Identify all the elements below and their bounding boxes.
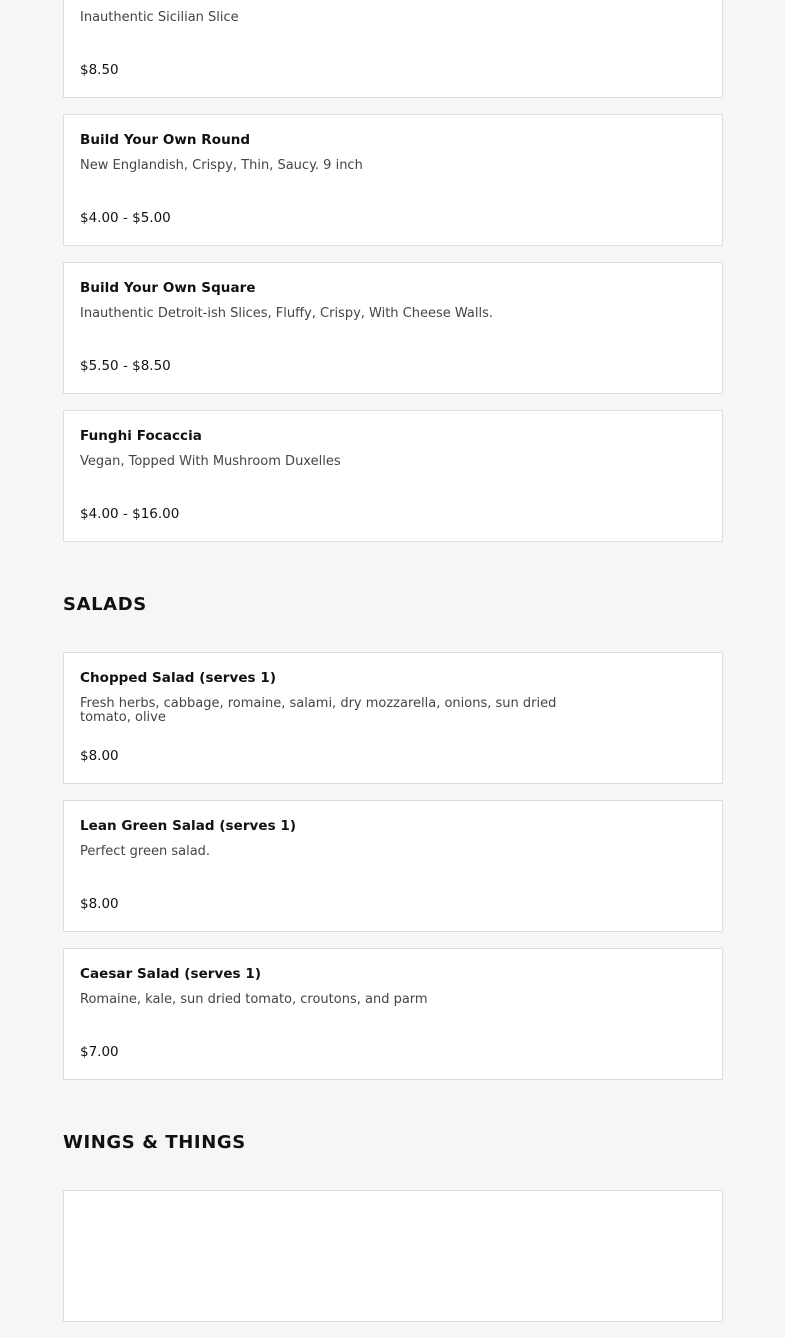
menu-item-description: Vegan, Topped With Mushroom Duxelles <box>80 454 341 469</box>
menu-item-card[interactable] <box>63 262 723 394</box>
menu-page <box>63 0 723 1338</box>
menu-item-card[interactable] <box>63 114 723 246</box>
menu-item-description: Romaine, kale, sun dried tomato, croutons, and parm <box>80 992 428 1007</box>
menu-item-price: $4.00 - $5.00 <box>80 210 171 226</box>
menu-item-price: $5.50 - $8.50 <box>80 358 171 374</box>
menu-item-description: Inauthentic Detroit-ish Slices, Fluffy, Crispy, With Cheese Walls. <box>80 306 494 321</box>
menu-item-name: Caesar Salad (serves 1) <box>80 966 262 982</box>
menu-item-price: $7.00 <box>80 1044 119 1060</box>
menu-item-description: Perfect green salad. <box>80 844 211 859</box>
menu-item-card[interactable] <box>63 0 723 98</box>
menu-item-description: Inauthentic Sicilian Slice <box>80 10 239 25</box>
menu-item-card[interactable] <box>63 410 723 542</box>
menu-item-name: Lean Green Salad (serves 1) <box>80 818 297 834</box>
menu-item-card[interactable] <box>63 948 723 1080</box>
menu-item-card[interactable] <box>63 1190 723 1322</box>
menu-item-price: $4.00 - $16.00 <box>80 506 180 522</box>
menu-item-card[interactable] <box>63 652 723 784</box>
section-title-wings: WINGS & THINGS <box>63 1132 246 1153</box>
menu-item-card[interactable] <box>63 800 723 932</box>
section-title-salads: SALADS <box>63 594 147 615</box>
menu-item-description: New Englandish, Crispy, Thin, Saucy. 9 inch <box>80 158 363 173</box>
menu-item-name: Chopped Salad (serves 1) <box>80 670 277 686</box>
menu-item-name: Build Your Own Round <box>80 132 251 148</box>
menu-item-price: $8.50 <box>80 62 119 78</box>
menu-item-name: Build Your Own Square <box>80 280 256 296</box>
menu-item-price: $8.00 <box>80 896 119 912</box>
menu-item-price: $8.00 <box>80 748 119 764</box>
menu-item-name: Funghi Focaccia <box>80 428 202 444</box>
menu-item-description: Fresh herbs, cabbage, romaine, salami, dry mozzarella, onions, sun dried tomato, olive <box>80 696 557 725</box>
